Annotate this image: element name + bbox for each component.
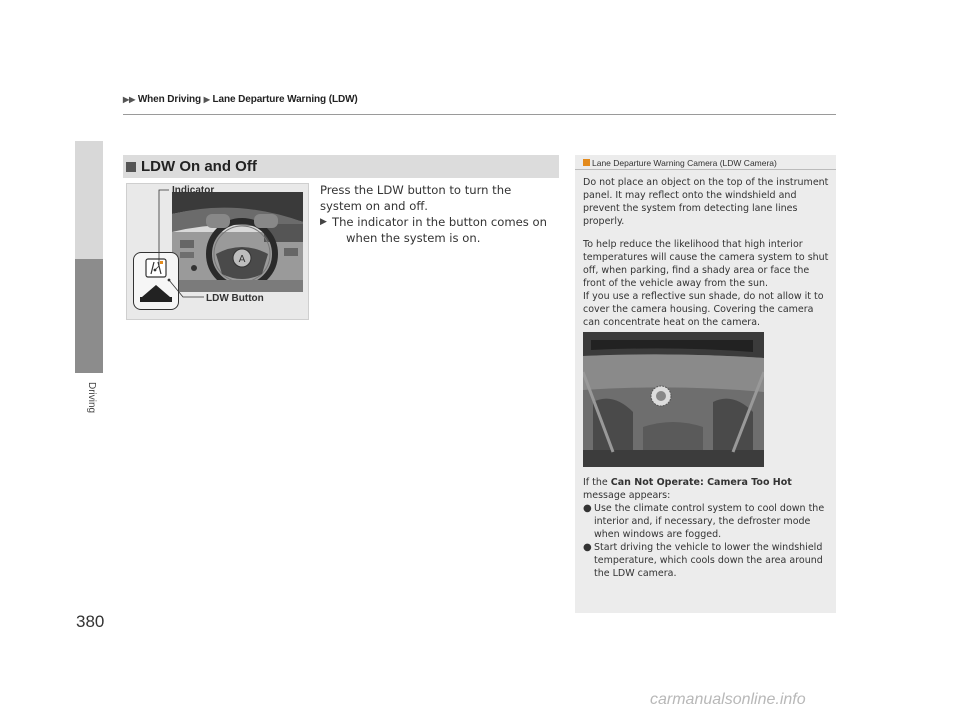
sidebar-paragraph: If you use a reflective sun shade, do not allow it to cover the camera housing. Covering the camera can concentrate heat on the camera.: [583, 291, 824, 328]
breadcrumb-arrow-icon: ▶: [123, 95, 130, 104]
chapter-label: Driving: [86, 382, 97, 414]
windshield-camera-photo: [583, 332, 764, 467]
breadcrumb-current: Lane Departure Warning (LDW): [212, 94, 358, 105]
ldw-button-icon: [134, 253, 178, 309]
main-instructions: [320, 182, 552, 246]
sidebar-paragraph: To help reduce the likelihood that high interior temperatures will cause the camera system to shut off, when parking, find a shady area or face the front of the vehicle away from the sun.: [583, 239, 829, 289]
chapter-tab-upper: [75, 141, 103, 259]
bullet-item: ● Start driving the vehicle to lower the windshield temperature, which cools down the area around the LDW camera.: [583, 542, 823, 579]
breadcrumb: [123, 94, 358, 105]
ldw-button-figure: [126, 183, 309, 320]
bullet-icon: ●: [583, 542, 592, 553]
section-square-icon: [126, 162, 136, 172]
dashboard-illustration: [172, 192, 303, 292]
instruction-text: Press the LDW button to turn the system on and off.: [320, 183, 512, 213]
sidebar-paragraph: Do not place an object on the top of the instrument panel. It may reflect onto the windshield and prevent the system from detecting lane lines properly.: [583, 177, 829, 227]
ldw-button-label: LDW Button: [206, 293, 264, 304]
sidebar-rule: [575, 169, 836, 170]
indicator-label: Indicator: [172, 185, 215, 196]
chapter-tab-active: [75, 259, 103, 373]
result-text-cont: when the system is on.: [346, 231, 481, 245]
watermark: carmanualsonline.info: [650, 691, 806, 708]
header-rule: [123, 114, 836, 115]
page-number: 380: [76, 612, 105, 631]
reference-marker-icon: [583, 159, 590, 166]
result-arrow-icon: ▶: [320, 217, 327, 227]
svg-text:A: A: [238, 254, 246, 265]
message-intro: If the Can Not Operate: Camera Too Hot message appears:: [583, 477, 792, 501]
sidebar-message-section: [583, 476, 833, 580]
section-title-bar: [123, 155, 559, 178]
ldw-button-zoom: [133, 252, 179, 310]
bullet-item: ● Use the climate control system to cool down the interior and, if necessary, the defroster mode when windows are fogged.: [583, 503, 825, 540]
section-title: LDW On and Off: [141, 158, 257, 175]
sidebar-title: Lane Departure Warning Camera (LDW Camera): [583, 158, 777, 168]
breadcrumb-parent: When Driving: [137, 94, 202, 105]
breadcrumb-arrow-icon: ▶: [129, 95, 136, 104]
bullet-icon: ●: [583, 503, 592, 514]
message-name: Can Not Operate: Camera Too Hot: [610, 477, 792, 488]
sidebar-body: [583, 176, 833, 329]
breadcrumb-arrow-icon: ▶: [203, 95, 210, 104]
camera-note-sidebar: [575, 155, 836, 613]
result-text: ▶ The indicator in the button comes on: [320, 215, 547, 229]
